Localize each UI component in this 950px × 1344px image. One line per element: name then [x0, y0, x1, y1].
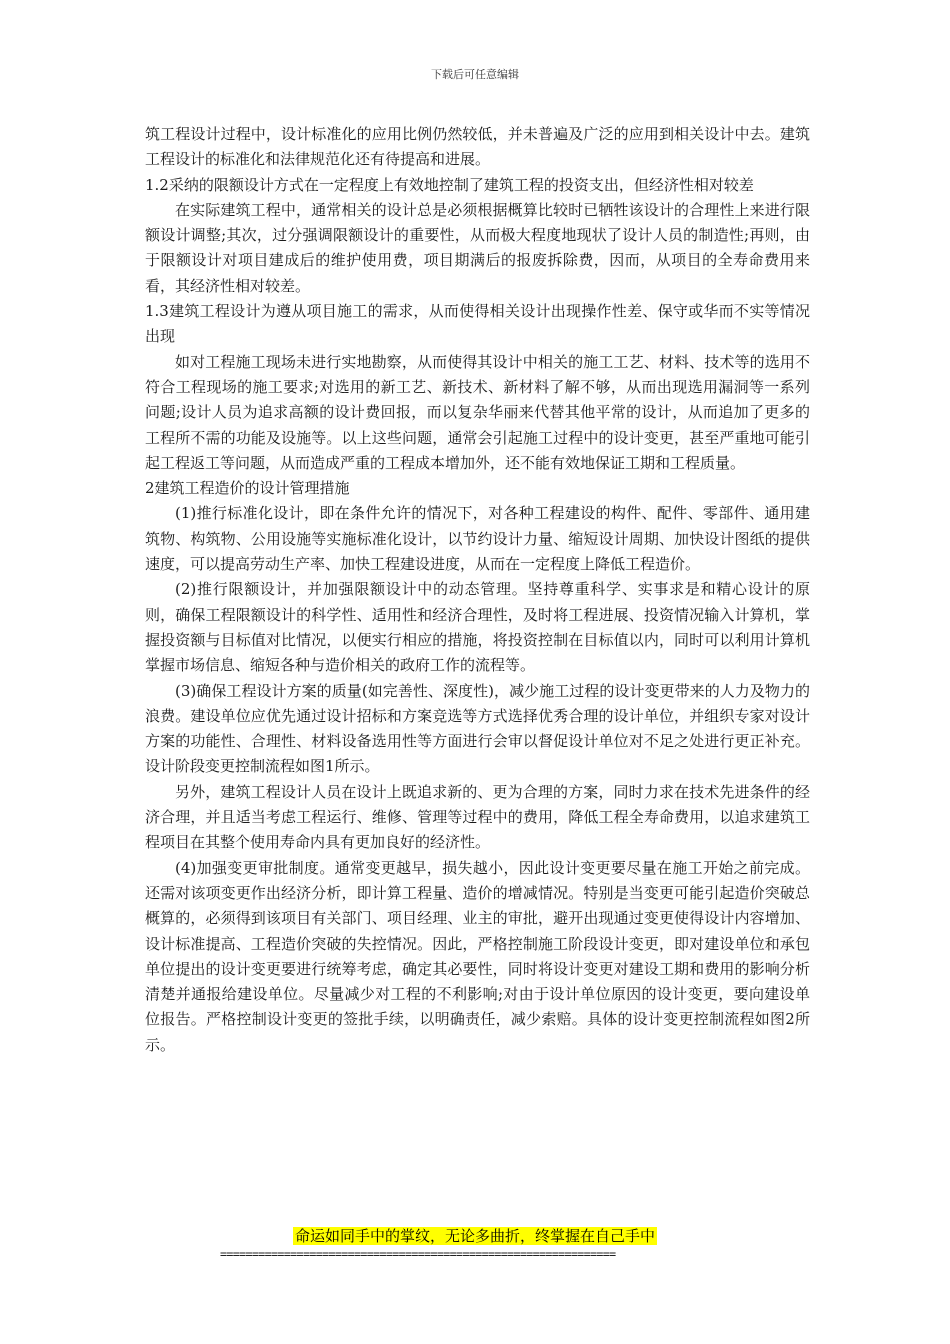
page-header: 下载后可任意编辑: [431, 68, 519, 81]
footer-banner-text: 命运如同手中的掌纹，无论多曲折，终掌握在自己手中: [294, 1227, 655, 1245]
paragraph: (2)推行限额设计，并加强限额设计中的动态管理。坚持尊重科学、实事求是和精心设计的原则，确保工程限额设计的科学性、适用性和经济合理性，及时将工程进展、投资情况输入计算机，掌握投资额与目标值对比情况，以便实行相应的措施，将投资控制在目标值以内，同时可以利用计算机掌握市场信息、缩短各种与造价相关的政府工作的流程等。: [145, 580, 810, 675]
footer-divider: ==============================================================: [220, 1247, 616, 1261]
paragraph: (4)加强变更审批制度。通常变更越早，损失越小，因此设计变更要尽量在施工开始之前完成。还需对该项变更作出经济分析，即计算工程量、造价的增减情况。特别是当变更可能引起造价突破总概算的，必须得到该项目有关部门、项目经理、业主的审批，避开出现通过变更使得设计内容增加、设计标准提高、工程造价突破的失控情况。因此，严格控制施工阶段设计变更，即对建设单位和承包单位提出的设计变更要进行统筹考虑，确定其必要性，同时将设计变更对建设工期和费用的影响分析清楚并通报给建设单位。尽量减少对工程的不利影响;对由于设计单位原因的设计变更，要向建设单位报告。严格控制设计变更的签批手续，以明确责任，减少索赔。具体的设计变更控制流程如图2所示。: [145, 858, 810, 1054]
section-heading: 2建筑工程造价的设计管理措施: [145, 479, 350, 498]
paragraph: 在实际建筑工程中，通常相关的设计总是必须根据概算比较时已牺牲该设计的合理性上来进行限额设计调整;其次，过分强调限额设计的重要性，从而极大程度地现状了设计人员的制造性;再则，由于限额设计对项目建成后的维护使用费，项目期满后的报废拆除费，因而，从项目的全寿命费用来看，其经济性相对较差。: [145, 200, 810, 295]
paragraph: 另外，建筑工程设计人员在设计上既追求新的、更为合理的方案，同时力求在技术先进条件的经济合理，并且适当考虑工程运行、维修、管理等过程中的费用，降低工程全寿命费用，以追求建筑工程项目在其整个使用寿命内具有更加良好的经济性。: [145, 782, 810, 852]
body-text: [145, 122, 810, 1058]
section-heading: 1.3建筑工程设计为遵从项目施工的需求，从而使得相关设计出现操作性差、保守或华而不实等情况出现: [145, 302, 810, 346]
paragraph: 筑工程设计过程中，设计标准化的应用比例仍然较低，并未普遍及广泛的应用到相关设计中去。建筑工程设计的标准化和法律规范化还有待提高和进展。: [145, 125, 810, 169]
footer-banner: [0, 1226, 950, 1246]
paragraph: (3)确保工程设计方案的质量(如完善性、深度性)，减少施工过程的设计变更带来的人力及物力的浪费。建设单位应优先通过设计招标和方案竞选等方式选择优秀合理的设计单位，并组织专家对设计方案的功能性、合理性、材料设备选用性等方面进行会审以督促设计单位对不足之处进行更正补充。设计阶段变更控制流程如图1所示。: [145, 681, 810, 776]
section-heading: 1.2采纳的限额设计方式在一定程度上有效地控制了建筑工程的投资支出，但经济性相对较差: [145, 175, 754, 194]
paragraph: 如对工程施工现场未进行实地勘察，从而使得其设计中相关的施工工艺、材料、技术等的选用不符合工程现场的施工要求;对选用的新工艺、新技术、新材料了解不够，从而出现选用漏洞等一系列问题;设计人员为追求高额的设计费回报，而以复杂华丽来代替其他平常的设计，从而追加了更多的工程所不需的功能及设施等。以上这些问题，通常会引起施工过程中的设计变更，甚至严重地可能引起工程返工等问题，从而造成严重的工程成本增加外，还不能有效地保证工期和工程质量。: [145, 352, 810, 472]
paragraph: (1)推行标准化设计，即在条件允许的情况下，对各种工程建设的构件、配件、零部件、通用建筑物、构筑物、公用设施等实施标准化设计，以节约设计力量、缩短设计周期、加快设计图纸的提供速度，可以提高劳动生产率、加快工程建设进度，从而在一定程度上降低工程造价。: [145, 504, 810, 574]
